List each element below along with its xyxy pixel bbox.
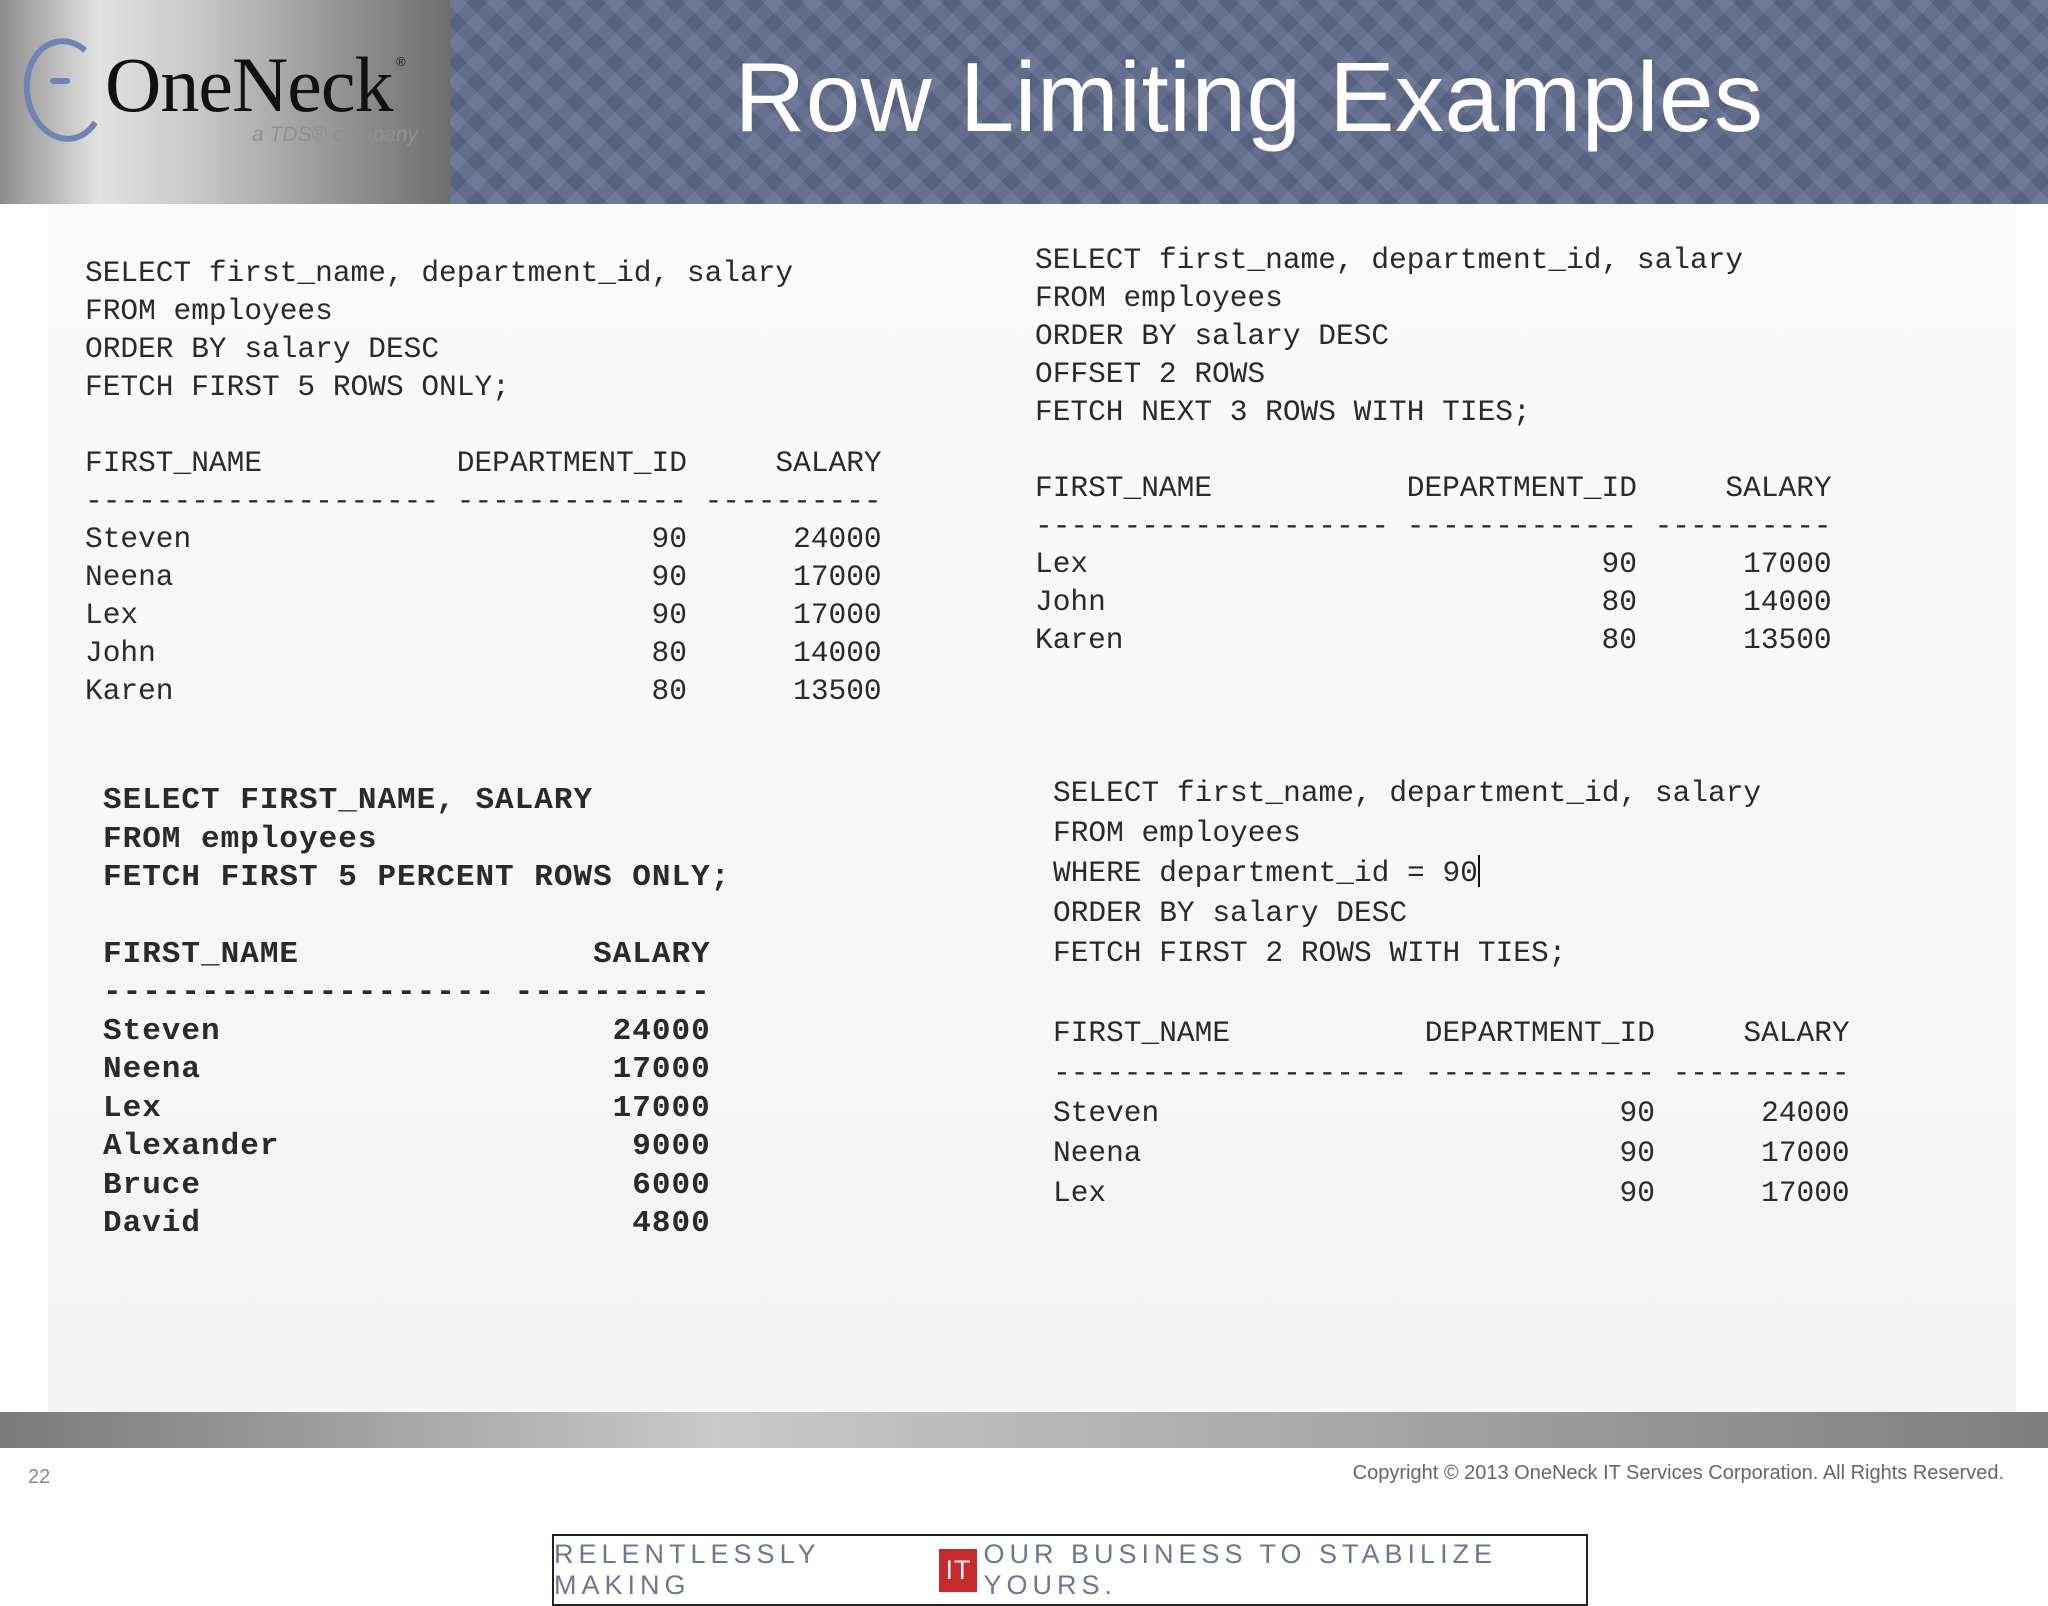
result-header: FIRST_NAME DEPARTMENT_ID SALARY: [85, 446, 882, 480]
sql-line: OFFSET 2 ROWS: [1035, 357, 1266, 391]
result-header: FIRST_NAME DEPARTMENT_ID SALARY: [1053, 1016, 1850, 1050]
copyright-notice: Copyright © 2013 OneNeck IT Services Corporation. All Rights Reserved.: [1352, 1462, 2004, 1484]
sql-query: [85, 254, 882, 406]
result-row: Neena 90 17000: [85, 560, 882, 594]
result-row: Alexander 9000: [103, 1129, 711, 1164]
query-result: [1053, 1013, 1850, 1213]
example-top-right: [1035, 241, 1832, 659]
footer-bar: [0, 1412, 2048, 1448]
page-number: 22: [28, 1466, 51, 1488]
title-panel: [450, 0, 2048, 204]
example-bottom-right: [1053, 773, 1850, 1213]
result-row: Neena 17000: [103, 1052, 711, 1087]
result-separator: -------------------- ------------- ----------: [85, 484, 882, 518]
sql-line: FETCH NEXT 3 ROWS WITH TIES;: [1035, 395, 1531, 429]
sql-line: SELECT first_name, department_id, salary: [1053, 776, 1762, 810]
result-header: FIRST_NAME DEPARTMENT_ID SALARY: [1035, 471, 1832, 505]
result-row: Steven 90 24000: [1053, 1096, 1850, 1130]
result-row: Lex 90 17000: [1035, 547, 1832, 581]
result-row: John 80 14000: [85, 636, 882, 670]
logo-dot-icon: [50, 78, 70, 84]
result-row: Lex 17000: [103, 1090, 711, 1126]
tagline-before: RELENTLESSLY MAKING: [554, 1539, 821, 1600]
sql-line-where: [1053, 853, 1850, 893]
sql-line: ORDER BY salary DESC: [1035, 319, 1390, 353]
logo-name: OneNeck: [105, 41, 393, 128]
sql-query: [1053, 773, 1850, 973]
result-row: David 4800: [103, 1206, 711, 1241]
result-row: Lex 90 17000: [85, 598, 882, 632]
result-row: Steven 90 24000: [85, 522, 882, 556]
result-separator: -------------------- ------------- ----------: [1035, 509, 1832, 543]
sql-line: FETCH FIRST 2 ROWS WITH TIES;: [1053, 936, 1567, 970]
tagline-after: OUR BUSINESS TO STABILIZE YOURS.: [983, 1539, 1498, 1600]
sql-line: SELECT FIRST_NAME, SALARY: [103, 783, 594, 818]
slide-header: [0, 0, 2048, 204]
query-result: [85, 444, 882, 710]
result-header: FIRST_NAME SALARY: [103, 936, 711, 972]
result-separator: -------------------- ------------- ----------: [1053, 1056, 1850, 1090]
result-separator: -------------------- ----------: [103, 975, 711, 1010]
text-cursor: [1478, 855, 1480, 887]
result-row: Lex 90 17000: [1053, 1176, 1850, 1210]
result-row: Karen 80 13500: [1035, 623, 1832, 657]
logo-panel: [0, 0, 450, 204]
sql-line: FROM employees: [1053, 816, 1301, 850]
query-result: [1035, 469, 1832, 659]
sql-line: FROM employees: [103, 821, 378, 857]
sql-line-text: WHERE department_id = 90: [1053, 856, 1478, 890]
result-row: Bruce 6000: [103, 1167, 711, 1203]
sql-line: FETCH FIRST 5 PERCENT ROWS ONLY;: [103, 860, 731, 895]
result-row: John 80 14000: [1035, 585, 1832, 619]
logo-registered-mark: ®: [396, 54, 406, 69]
example-bottom-left: [103, 782, 730, 1244]
sql-line: ORDER BY salary DESC: [85, 332, 440, 366]
query-result: [103, 936, 730, 1244]
sql-line: SELECT first_name, department_id, salary: [85, 256, 794, 290]
example-top-left: [85, 254, 882, 710]
sql-line: FETCH FIRST 5 ROWS ONLY;: [85, 370, 510, 404]
sql-line: FROM employees: [1035, 281, 1283, 315]
sql-line: ORDER BY salary DESC: [1053, 896, 1408, 930]
sql-line: SELECT first_name, department_id, salary: [1035, 243, 1744, 277]
slide-title: Row Limiting Examples: [734, 42, 1764, 152]
sql-query: [1035, 241, 1832, 431]
tagline-highlight: IT: [939, 1549, 977, 1592]
logo-tagline: a TDS® company: [252, 123, 419, 146]
result-row: Neena 90 17000: [1053, 1136, 1850, 1170]
sql-query: [103, 782, 730, 898]
logo-arc-icon: [17, 33, 113, 147]
sql-line: FROM employees: [85, 294, 333, 328]
tagline-banner: [552, 1534, 1588, 1606]
result-row: Karen 80 13500: [85, 674, 882, 708]
result-row: Steven 24000: [103, 1013, 711, 1049]
